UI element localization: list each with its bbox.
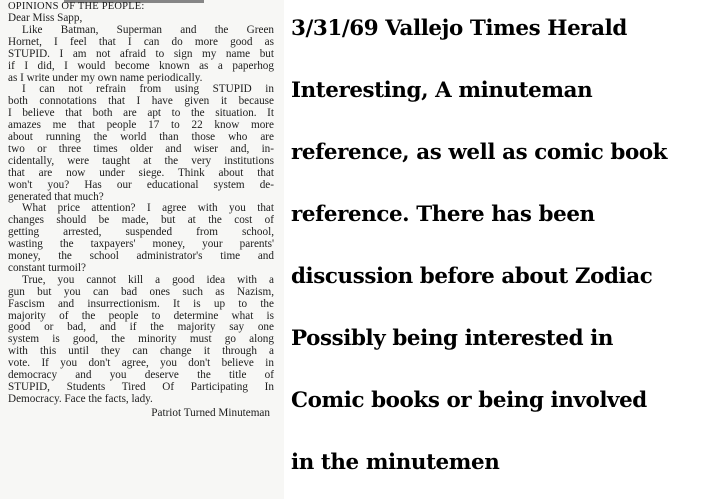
clipping-line: getting arrested, suspended from school, — [8, 226, 274, 239]
clipping-line: wasting the taxpayers' money, your parents' — [8, 238, 274, 251]
commentary-line: reference. There has been — [291, 202, 595, 227]
clipping-line: Fascism and insurrectionism. It is up to the — [8, 297, 274, 310]
clipping-line: Like Batman, Superman and the Green — [22, 23, 274, 36]
clipping-line: if I did, I would become known as a paperhog — [8, 59, 274, 72]
clipping-signature: Patriot Turned Minuteman — [151, 406, 270, 419]
clipping-line: Hornet, I feel that I can do more good as — [8, 35, 274, 48]
clipping-line: I believe that both are apt to the situation. It — [8, 107, 274, 120]
clipping-header: OPINIONS OF THE PEOPLE: — [8, 1, 145, 12]
clipping-line: What price attention? I agree with you that — [22, 202, 274, 215]
clipping-line: with this until they can change it through a — [8, 345, 274, 358]
clipping-line: cidentally, were taught at the very institutions — [8, 154, 274, 167]
commentary-line: Possibly being interested in — [291, 326, 614, 351]
clipping-line: STUPID. I am not afraid to sign my name but — [8, 47, 274, 60]
clipping-line: won't you? Has our educational system de- — [8, 178, 274, 191]
commentary-line: in the minutemen — [291, 450, 500, 475]
clipping-line: majority of the people to determine what is — [8, 309, 274, 322]
commentary-line: discussion before about Zodiac — [291, 264, 653, 289]
clipping-line: vote. If you don't agree, you don't believe in — [8, 357, 274, 370]
commentary-line: reference, as well as comic book — [291, 140, 668, 165]
clipping-line: Dear Miss Sapp, — [8, 12, 83, 24]
commentary-line: Comic books or being involved — [291, 388, 647, 413]
clipping-line: True, you cannot kill a good idea with a — [22, 273, 274, 286]
clipping-line: constant turmoil? — [8, 261, 86, 274]
clipping-line: system is good, the minority must go along — [8, 333, 274, 346]
clipping-line: two or three times older and wiser and, in- — [8, 142, 274, 155]
clipping-line: Democracy. Face the facts, lady. — [8, 392, 153, 405]
clipping-line: democracy and you deserve the title of — [8, 369, 274, 381]
clipping-line: about running the world than those who are — [8, 131, 274, 143]
commentary-line: 3/31/69 Vallejo Times Herald — [291, 16, 627, 41]
clipping-line: gun but you can bad ones such as Nazism, — [8, 285, 274, 298]
clipping-line: both connotations that I have given it because — [8, 95, 274, 108]
clipping-line: STUPID, Students Tired Of Participating In — [8, 380, 274, 393]
commentary-line: Interesting, A minuteman — [291, 78, 593, 103]
clipping-line: I can not refrain from using STUPID in — [22, 83, 274, 96]
clipping-line: changes should be made, but at the cost of — [8, 214, 274, 227]
clipping-line: amazes me that people 17 to 22 know more — [8, 119, 274, 132]
clipping-line: good or bad, and if the majority say one — [8, 321, 274, 334]
clipping-line: that are now under siege. Think about that — [8, 166, 274, 179]
clipping-line: generated that much? — [8, 190, 104, 203]
clipping-line: as I write under my own name periodically. — [8, 71, 203, 84]
clipping-line: money, the school administrator's time and — [8, 250, 274, 262]
newspaper-clipping — [0, 0, 284, 499]
